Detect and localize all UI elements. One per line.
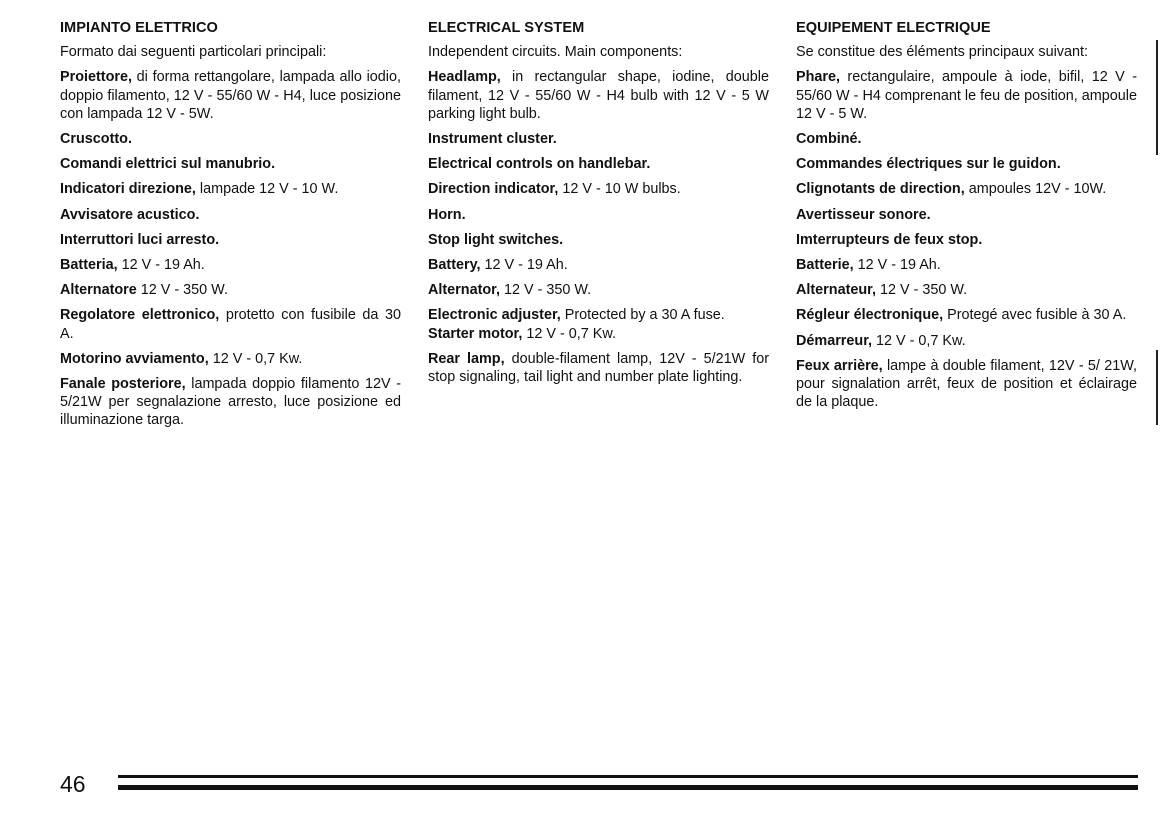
component-name: Batterie, [796, 257, 854, 274]
component-spec: 12 V - 19 Ah. [853, 257, 941, 274]
component-name: Horn. [428, 206, 466, 223]
component-name: Batteria, [60, 257, 118, 274]
component-name: Electrical controls on handlebar. [428, 156, 651, 173]
footer-rule-thick [118, 785, 1138, 790]
component-name: Clignotants de direction, [796, 181, 965, 198]
component-item [60, 281, 401, 299]
component-name: Starter motor, [428, 325, 523, 342]
component-item [796, 130, 1137, 148]
component-name: Regolatore elettronico, [60, 307, 220, 324]
component-item [60, 68, 401, 123]
component-item [428, 231, 769, 249]
component-item [428, 130, 769, 148]
component-spec: 12 V - 350 W. [499, 282, 592, 299]
component-name: Alternator, [428, 282, 500, 299]
component-item [60, 306, 401, 342]
component-item [428, 325, 769, 343]
component-item [796, 180, 1137, 198]
component-spec: 12 V - 19 Ah. [480, 257, 568, 274]
component-item [796, 306, 1137, 324]
component-name: Comandi elettrici sul manubrio. [60, 156, 276, 173]
scan-edge-mark [1156, 350, 1158, 425]
component-name: Rear lamp, [428, 350, 505, 367]
component-name: Régleur électronique, [796, 307, 944, 324]
component-item [428, 206, 769, 224]
component-item [60, 130, 401, 148]
component-item [60, 180, 401, 198]
component-spec: lampe à double filament, 12V - 5/ 21W, pour signalation arrêt, feux de position et éclairage de la plaque. [796, 357, 1137, 411]
component-spec: 12 V - 10 W bulbs. [558, 181, 681, 198]
component-spec: 12 V - 0,7 Kw. [872, 332, 966, 349]
component-spec: 12 V - 350 W. [875, 282, 968, 299]
component-spec: di forma rettangolare, lampada allo iodio, doppio filamento, 12 V - 55/60 W - H4, luce posizione con lampada 12 V - 5W. [60, 69, 401, 122]
component-spec: lampada doppio filamento 12V - 5/21W per segnalazione arresto, luce posizione ed illuminazione targa. [60, 376, 401, 429]
component-spec: rectangulaire, ampoule à iode, bifil, 12 V - 55/60 W - H4 comprenant le feu de position, ampoule 12 V - 5 W. [796, 69, 1137, 122]
component-name: Battery, [428, 257, 481, 274]
component-name: Commandes électriques sur le guidon. [796, 156, 1061, 173]
component-name: Alternateur, [796, 282, 876, 299]
component-name: Indicatori direzione, [60, 181, 196, 198]
component-item [428, 281, 769, 299]
component-name: Stop light switches. [428, 231, 564, 248]
component-item [796, 231, 1137, 249]
component-item [796, 332, 1137, 350]
component-spec: 12 V - 0,7 Kw. [522, 325, 616, 342]
scan-edge-mark [1156, 40, 1158, 155]
component-name: Alternatore [60, 282, 137, 299]
component-name: Headlamp, [428, 69, 501, 86]
component-name: Instrument cluster. [428, 131, 557, 148]
section-heading: IMPIANTO ELETTRICO [60, 20, 218, 36]
component-name: Direction indicator, [428, 181, 559, 198]
component-item [796, 68, 1137, 123]
component-item [796, 256, 1137, 274]
component-name: Motorino avviamento, [60, 350, 209, 367]
component-name: Phare, [796, 69, 840, 86]
component-spec: 12 V - 0,7 Kw. [208, 350, 303, 367]
component-item [428, 256, 769, 274]
component-spec: in rectangular shape, iodine, double filament, 12 V - 55/60 W - H4 bulb with 12 V - 5 W parking light bulb. [428, 69, 769, 122]
component-item [60, 206, 401, 224]
section-heading: ELECTRICAL SYSTEM [428, 20, 585, 36]
component-spec: 12 V - 19 Ah. [117, 257, 205, 274]
column-english [428, 19, 769, 393]
component-name: Fanale posteriore, [60, 376, 186, 393]
component-item [796, 155, 1137, 173]
component-name: Electronic adjuster, [428, 307, 561, 324]
component-spec: protetto con fusibile da 30 A. [60, 307, 401, 342]
component-item [428, 350, 769, 386]
component-item [428, 68, 769, 123]
section-intro: Independent circuits. Main components: [428, 44, 683, 61]
component-item [60, 375, 401, 430]
component-item [428, 155, 769, 173]
component-item [60, 155, 401, 173]
component-spec: lampade 12 V - 10 W. [195, 181, 339, 198]
component-name: Avertisseur sonore. [796, 206, 931, 223]
section-heading: EQUIPEMENT ELECTRIQUE [796, 20, 991, 36]
component-spec: Protected by a 30 A fuse. [560, 307, 725, 324]
component-name: Cruscotto. [60, 131, 132, 148]
component-name: Interruttori luci arresto. [60, 231, 220, 248]
component-name: Avvisatore acustico. [60, 206, 200, 223]
component-name: Démarreur, [796, 332, 872, 349]
column-italian [60, 19, 401, 437]
component-item [428, 306, 769, 324]
component-item [428, 180, 769, 198]
component-spec: Protegé avec fusible à 30 A. [943, 307, 1127, 324]
component-item [60, 256, 401, 274]
component-item [60, 350, 401, 368]
component-name: Imterrupteurs de feux stop. [796, 231, 983, 248]
component-item [60, 231, 401, 249]
section-intro: Formato dai seguenti particolari principali: [60, 44, 327, 61]
component-spec: 12 V - 350 W. [136, 282, 228, 299]
component-name: Feux arrière, [796, 357, 883, 374]
component-name: Proiettore, [60, 69, 132, 86]
component-spec: ampoules 12V - 10W. [964, 181, 1107, 198]
footer-rule-thin [118, 775, 1138, 778]
component-spec: double-filament lamp, 12V - 5/21W for stop signaling, tail light and number plate lighting. [428, 350, 769, 386]
column-french [796, 19, 1137, 418]
component-item [796, 281, 1137, 299]
section-intro: Se constitue des éléments principaux suivant: [796, 44, 1088, 61]
component-item [796, 357, 1137, 412]
page-number: 46 [60, 771, 86, 797]
component-item [796, 206, 1137, 224]
component-name: Combiné. [796, 131, 862, 148]
